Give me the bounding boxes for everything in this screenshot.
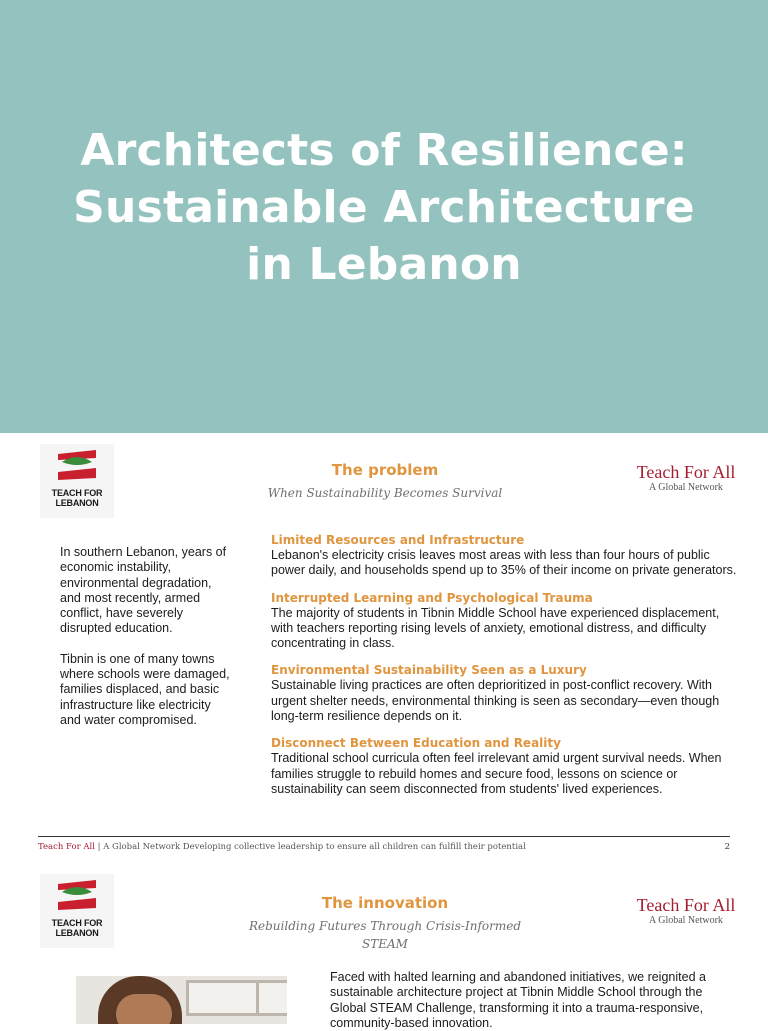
problem-item bbox=[271, 590, 741, 652]
problem-item-title: Environmental Sustainability Seen as a Luxury bbox=[271, 663, 587, 678]
logo-text-line-2: LEBANON bbox=[55, 928, 99, 938]
photo-window bbox=[256, 980, 287, 1016]
photo-student-face bbox=[116, 994, 172, 1024]
problem-intro bbox=[60, 545, 230, 743]
problem-item-body: Sustainable living practices are often deprioritized in post-conflict recovery. With urgent shelter needs, environmental thinking is seen as secondary—even though long-term resilience depends on it. bbox=[271, 678, 720, 724]
problem-heading: The problem bbox=[331, 461, 439, 479]
innovation-heading: The innovation bbox=[321, 894, 449, 912]
teach-for-all-logo bbox=[626, 462, 746, 494]
logo-text-line-2: LEBANON bbox=[55, 498, 99, 508]
teach-for-lebanon-logo bbox=[40, 444, 114, 518]
footer-brand: Teach For All bbox=[38, 842, 95, 852]
cedar-logo-icon bbox=[56, 448, 98, 486]
tfa-logo-sub: A Global Network bbox=[649, 482, 723, 493]
innovation-body: Faced with halted learning and abandoned initiatives, we reignited a sustainable architecture project at Tibnin Middle School through the Global STEAM Challenge, transforming it into a trauma-responsive, community-based innovation. bbox=[330, 970, 706, 1030]
innovation-subheading: Rebuilding Futures Through Crisis-Informed STEAM bbox=[248, 919, 522, 951]
tfa-logo-name: Teach For All bbox=[636, 895, 736, 915]
footer-network: | A Global Network bbox=[94, 842, 181, 852]
problem-item bbox=[271, 532, 741, 579]
problem-item-body: The majority of students in Tibnin Middle School have experienced displacement, with teachers reporting rising levels of anxiety, emotional distress, and difficulty concentrating in class. bbox=[271, 605, 720, 651]
footer-tagline: Developing collective leadership to ensure all children can fulfill their potential bbox=[180, 842, 526, 852]
innovation-section-header bbox=[232, 893, 538, 953]
problem-item-title: Disconnect Between Education and Reality bbox=[271, 736, 561, 751]
problem-subheading: When Sustainability Becomes Survival bbox=[267, 486, 503, 500]
cedar-logo-icon bbox=[56, 878, 98, 916]
tfa-logo-sub: A Global Network bbox=[649, 915, 723, 926]
problem-item bbox=[271, 662, 741, 724]
hero-banner bbox=[0, 0, 768, 433]
problem-item-title: Limited Resources and Infrastructure bbox=[271, 533, 525, 547]
logo-text-line-1: TEACH FOR bbox=[51, 488, 103, 498]
problem-item-body: Lebanon's electricity crisis leaves most areas with less than four hours of public power daily, and households spend up to 35% of their income on private generators. bbox=[271, 548, 737, 578]
problem-items bbox=[271, 532, 741, 808]
logo-text-line-1: TEACH FOR bbox=[51, 918, 103, 928]
teach-for-lebanon-logo bbox=[40, 874, 114, 948]
tfa-logo-name: Teach For All bbox=[636, 462, 736, 482]
title-line-2: Sustainable Architecture bbox=[73, 182, 695, 233]
page-number: 2 bbox=[724, 842, 730, 852]
title-line-3: in Lebanon bbox=[246, 239, 522, 290]
problem-item-title: Interrupted Learning and Psychological Trauma bbox=[271, 590, 593, 605]
title-line-1: Architects of Resilience: bbox=[80, 125, 688, 176]
page-footer bbox=[38, 841, 730, 853]
footer-divider bbox=[38, 836, 730, 837]
student-photo bbox=[76, 976, 287, 1024]
problem-section-header bbox=[232, 460, 538, 502]
intro-paragraph-1: In southern Lebanon, years of economic instability, environmental degradation, and most recently, armed conflict, have severely disrupted education. bbox=[60, 545, 227, 636]
problem-item bbox=[271, 735, 741, 797]
teach-for-all-logo bbox=[626, 895, 746, 927]
problem-item-body: Traditional school curricula often feel irrelevant amid urgent survival needs. When families struggle to rebuild homes and secure food, lessons on science or sustainability can seem disconnected from students' lived experiences. bbox=[271, 751, 722, 796]
document-title bbox=[0, 122, 768, 293]
intro-paragraph-2: Tibnin is one of many towns where schools were damaged, families displaced, and basic infrastructure like electricity and water compromised. bbox=[60, 651, 230, 727]
